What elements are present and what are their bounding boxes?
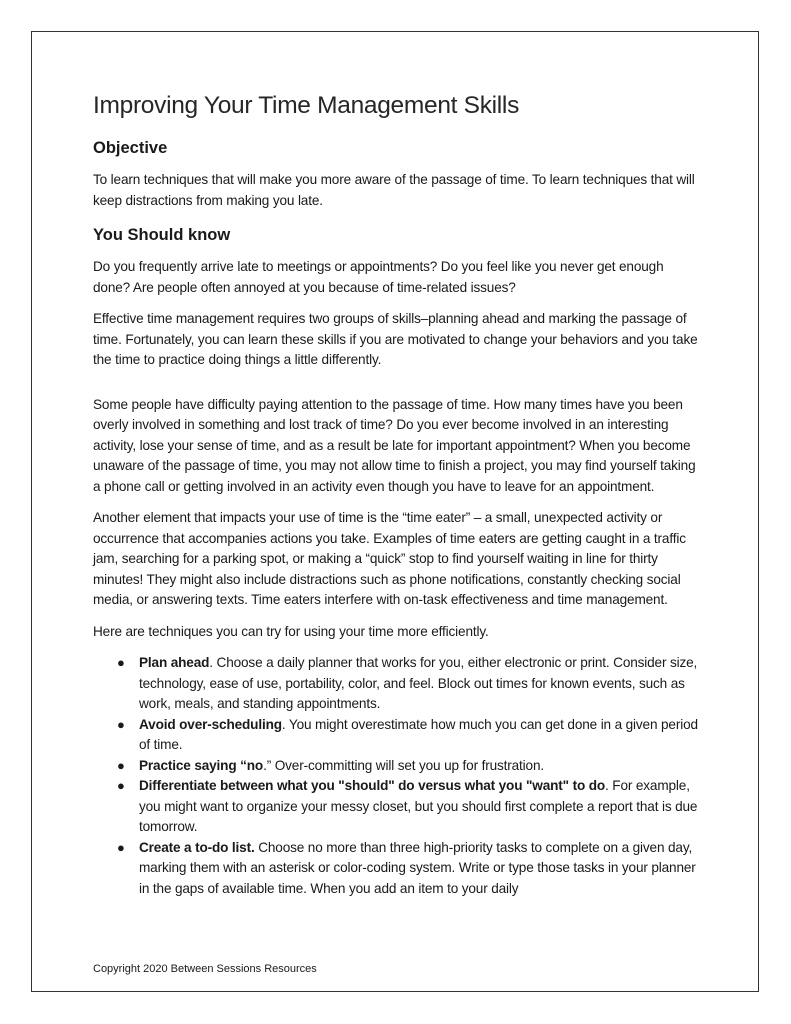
list-item-text: . Choose a daily planner that works for you, either electronic or print. Consider size, technology, ease of use, portability, color, and feel. Block out times for known events, such as work, meals, and standing appointments.	[139, 655, 698, 711]
objective-heading: Objective	[93, 139, 168, 157]
copyright-footer: Copyright 2020 Between Sessions Resources	[93, 963, 317, 975]
list-item	[117, 756, 703, 777]
objective-text: To learn techniques that will make you more aware of the passage of time. To learn techniques that will keep distractions from making you late.	[93, 172, 695, 208]
list-item-text: . For example, you might want to organize your messy closet, but you should first complete a report that is due tomorrow.	[139, 778, 698, 834]
you-should-know-heading: You Should know	[93, 226, 231, 244]
list-item-bold: Create a to-do list.	[139, 839, 255, 855]
paragraph-1: Do you frequently arrive late to meetings or appointments? Do you feel like you never get enough done? Are people often annoyed at you because of time-related issues?	[93, 259, 664, 295]
bullet-icon: ●	[117, 757, 125, 773]
list-item	[117, 715, 703, 756]
paragraph-3: Some people have difficulty paying attention to the passage of time. How many times have you been overly involved in something and lost track of time? Do you ever become involved in an interesting activity, lose your sense of time, and as a result be late for important appointment? When you become unaware of the passage of time, you may not allow time to finish a project, you may find yourself taking a phone call or getting involved in an activity even though you have to leave for an appointment.	[93, 396, 696, 494]
bullet-icon: ●	[117, 778, 125, 793]
list-item-text: . You might overestimate how much you can get done in a given period of time.	[139, 716, 698, 752]
bullet-icon: ●	[117, 716, 125, 732]
list-item	[117, 653, 703, 715]
list-item-bold: Differentiate between what you "should" do versus what you "want" to do	[139, 778, 606, 793]
paragraph-5: Here are techniques you can try for using your time more efficiently.	[93, 623, 489, 639]
list-item-text: Choose no more than three high-priority tasks to complete on a given day, marking them with an asterisk or color-coding system. Write or type those tasks in your planner in the gaps of available time. When you add an item to your daily	[139, 839, 696, 896]
list-item-bold: Plan ahead	[139, 655, 210, 670]
list-item-bold: Avoid over-scheduling	[139, 716, 282, 732]
document-body	[93, 92, 703, 899]
bullet-icon: ●	[117, 839, 125, 855]
list-item	[117, 776, 703, 838]
paragraph-2: Effective time management requires two groups of skills–planning ahead and marking the passage of time. Fortunately, you can learn these skills if you are motivated to change your behaviors and you take the time to practice doing things a little differently.	[93, 311, 698, 367]
list-item-bold: Practice saying “no	[139, 757, 264, 773]
paragraph-4: Another element that impacts your use of time is the “time eater” – a small, unexpected activity or occurrence that accompanies actions you take. Examples of time eaters are getting caught in a traffic jam, searching for a parking spot, or making a “quick” stop to find yourself waiting in line for thirty minutes! They might also include distractions such as phone notifications, constantly checking social media, or answering texts. Time eaters interfere with on-task effectiveness and time management.	[93, 510, 686, 607]
list-item	[117, 838, 703, 900]
bullet-icon: ●	[117, 655, 125, 670]
list-item-text: .” Over-committing will set you up for frustration.	[263, 757, 545, 773]
document-title: Improving Your Time Management Skills	[93, 92, 520, 119]
techniques-list	[93, 653, 703, 899]
